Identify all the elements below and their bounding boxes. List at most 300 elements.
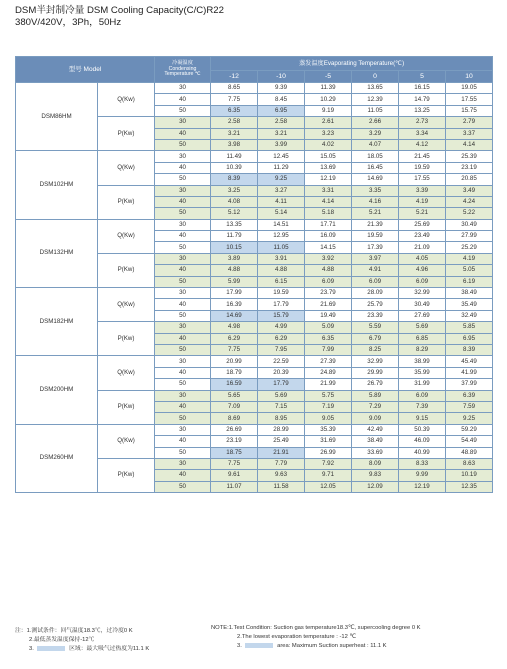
condensing-temp-cell: 50: [155, 310, 211, 321]
value-cell: 35.49: [446, 299, 493, 310]
condensing-temp-cell: 30: [155, 185, 211, 196]
value-cell: 27.99: [446, 231, 493, 242]
value-cell: 8.95: [258, 413, 305, 424]
value-cell: 15.05: [305, 151, 352, 162]
header-condensing-en1: Condensing: [168, 65, 197, 72]
condensing-temp-cell: 40: [155, 196, 211, 207]
value-cell: 25.49: [258, 436, 305, 447]
power-label: P(Kw): [98, 253, 155, 287]
value-cell: 3.29: [352, 128, 399, 139]
note-en-1: NOTE:1.Test Condition: Suction gas temperature18.3℃, supercooling degree 0 K: [211, 625, 421, 631]
value-cell: 17.79: [258, 379, 305, 390]
note-en-3-text: area: Maximum Suction superheat : 11.1 K: [277, 643, 387, 650]
value-cell: 12.09: [352, 481, 399, 492]
page-subtitle: 380V/420V，3Ph，50Hz: [15, 17, 122, 28]
model-name: DSM86HM: [16, 83, 98, 151]
value-cell: 5.22: [446, 208, 493, 219]
value-cell: 4.91: [352, 265, 399, 276]
note-cn-3-num: 3.: [29, 646, 34, 652]
note-cn-3-text: 区域：最大吸气过热度为11.1 K: [69, 646, 150, 652]
model-name: DSM132HM: [16, 219, 98, 287]
condensing-temp-cell: 30: [155, 253, 211, 264]
value-cell: 5.14: [258, 208, 305, 219]
condensing-temp-cell: 50: [155, 481, 211, 492]
value-cell: 6.29: [211, 333, 258, 344]
value-cell: 9.25: [258, 174, 305, 185]
value-cell: 7.75: [211, 94, 258, 105]
value-cell: 17.55: [446, 94, 493, 105]
value-cell: 18.05: [352, 151, 399, 162]
value-cell: 2.79: [446, 117, 493, 128]
value-cell: 7.75: [211, 344, 258, 355]
value-cell: 3.25: [211, 185, 258, 196]
table-row: [16, 288, 493, 299]
value-cell: 4.88: [211, 265, 258, 276]
value-cell: 35.99: [399, 367, 446, 378]
value-cell: 6.09: [399, 390, 446, 401]
value-cell: 59.29: [446, 424, 493, 435]
value-cell: 4.98: [211, 322, 258, 333]
condensing-temp-cell: 40: [155, 470, 211, 481]
value-cell: 7.15: [258, 401, 305, 412]
condensing-temp-cell: 30: [155, 356, 211, 367]
value-cell: 20.39: [258, 367, 305, 378]
value-cell: 2.66: [352, 117, 399, 128]
value-cell: 9.15: [399, 413, 446, 424]
value-cell: 8.29: [399, 344, 446, 355]
value-cell: 46.09: [399, 436, 446, 447]
condensing-temp-cell: 30: [155, 390, 211, 401]
value-cell: 8.33: [399, 458, 446, 469]
value-cell: 25.69: [399, 219, 446, 230]
condensing-temp-cell: 40: [155, 333, 211, 344]
value-cell: 12.19: [399, 481, 446, 492]
capacity-label: Q(Kw): [98, 151, 155, 185]
value-cell: 19.49: [305, 310, 352, 321]
header-evap-temp: 0: [352, 71, 399, 83]
condensing-temp-cell: 30: [155, 151, 211, 162]
value-cell: 14.69: [211, 310, 258, 321]
condensing-temp-cell: 30: [155, 288, 211, 299]
value-cell: 4.12: [399, 139, 446, 150]
value-cell: 12.45: [258, 151, 305, 162]
value-cell: 26.79: [352, 379, 399, 390]
condensing-temp-cell: 50: [155, 447, 211, 458]
power-label: P(Kw): [98, 185, 155, 219]
value-cell: 26.99: [305, 447, 352, 458]
value-cell: 4.19: [446, 253, 493, 264]
value-cell: 11.49: [211, 151, 258, 162]
value-cell: 5.65: [211, 390, 258, 401]
condensing-temp-cell: 30: [155, 219, 211, 230]
power-label: P(Kw): [98, 458, 155, 492]
value-cell: 8.45: [258, 94, 305, 105]
value-cell: 5.18: [305, 208, 352, 219]
value-cell: 21.69: [305, 299, 352, 310]
value-cell: 4.88: [305, 265, 352, 276]
value-cell: 7.95: [258, 344, 305, 355]
model-name: DSM200HM: [16, 356, 98, 424]
value-cell: 3.31: [305, 185, 352, 196]
note-cn-1: 注：1.测试条件：回气温度18.3℃，过冷度0 K: [15, 628, 133, 634]
value-cell: 9.25: [446, 413, 493, 424]
cooling-capacity-table: [15, 56, 493, 493]
value-cell: 6.79: [352, 333, 399, 344]
value-cell: 40.99: [399, 447, 446, 458]
header-condensing-en2: Temperature ℃: [164, 71, 201, 78]
value-cell: 9.71: [305, 470, 352, 481]
value-cell: 42.49: [352, 424, 399, 435]
value-cell: 16.45: [352, 162, 399, 173]
value-cell: 7.75: [211, 458, 258, 469]
header-model: 型号 Model: [16, 57, 155, 83]
value-cell: 9.83: [352, 470, 399, 481]
value-cell: 7.09: [211, 401, 258, 412]
note-en-3-num: 3.: [237, 643, 242, 650]
value-cell: 5.59: [352, 322, 399, 333]
value-cell: 31.69: [305, 436, 352, 447]
value-cell: 5.69: [258, 390, 305, 401]
value-cell: 23.49: [399, 231, 446, 242]
value-cell: 12.95: [258, 231, 305, 242]
header-evap-temp: -12: [211, 71, 258, 83]
value-cell: 32.99: [352, 356, 399, 367]
value-cell: 4.16: [352, 196, 399, 207]
value-cell: 8.25: [352, 344, 399, 355]
value-cell: 8.39: [446, 344, 493, 355]
value-cell: 14.79: [399, 94, 446, 105]
value-cell: 5.05: [446, 265, 493, 276]
value-cell: 21.91: [258, 447, 305, 458]
value-cell: 11.29: [258, 162, 305, 173]
value-cell: 6.95: [446, 333, 493, 344]
value-cell: 12.35: [446, 481, 493, 492]
condensing-temp-cell: 40: [155, 162, 211, 173]
condensing-temp-cell: 50: [155, 139, 211, 150]
value-cell: 8.09: [352, 458, 399, 469]
value-cell: 8.65: [211, 83, 258, 94]
value-cell: 10.39: [211, 162, 258, 173]
value-cell: 16.59: [211, 379, 258, 390]
note-cn-3: [29, 643, 149, 652]
value-cell: 5.75: [305, 390, 352, 401]
value-cell: 27.39: [305, 356, 352, 367]
value-cell: 7.29: [352, 401, 399, 412]
value-cell: 6.19: [446, 276, 493, 287]
value-cell: 4.88: [258, 265, 305, 276]
value-cell: 5.99: [211, 276, 258, 287]
power-label: P(Kw): [98, 117, 155, 151]
value-cell: 6.29: [258, 333, 305, 344]
condensing-temp-cell: 50: [155, 276, 211, 287]
value-cell: 11.58: [258, 481, 305, 492]
value-cell: 3.49: [446, 185, 493, 196]
value-cell: 19.59: [399, 162, 446, 173]
value-cell: 6.35: [305, 333, 352, 344]
value-cell: 6.35: [211, 105, 258, 116]
value-cell: 10.29: [305, 94, 352, 105]
note-cn-2: 2.最低蒸发温度保持-12℃: [29, 637, 95, 643]
value-cell: 19.59: [258, 288, 305, 299]
value-cell: 24.89: [305, 367, 352, 378]
value-cell: 16.39: [211, 299, 258, 310]
value-cell: 25.29: [446, 242, 493, 253]
value-cell: 6.95: [258, 105, 305, 116]
condensing-temp-cell: 30: [155, 424, 211, 435]
condensing-temp-cell: 40: [155, 436, 211, 447]
condensing-temp-cell: 50: [155, 379, 211, 390]
value-cell: 19.59: [352, 231, 399, 242]
value-cell: 3.99: [258, 139, 305, 150]
condensing-temp-cell: 50: [155, 174, 211, 185]
condensing-temp-cell: 30: [155, 117, 211, 128]
power-label: P(Kw): [98, 390, 155, 424]
value-cell: 32.49: [446, 310, 493, 321]
value-cell: 16.15: [399, 83, 446, 94]
value-cell: 6.09: [399, 276, 446, 287]
header-evap-temp: 10: [446, 71, 493, 83]
note-en-2: 2.The lowest evaporation temperature : -12 ℃: [237, 634, 356, 640]
value-cell: 33.69: [352, 447, 399, 458]
value-cell: 4.19: [399, 196, 446, 207]
value-cell: 8.39: [211, 174, 258, 185]
value-cell: 17.79: [258, 299, 305, 310]
value-cell: 17.55: [399, 174, 446, 185]
condensing-temp-cell: 40: [155, 367, 211, 378]
condensing-temp-cell: 40: [155, 265, 211, 276]
value-cell: 37.99: [446, 379, 493, 390]
value-cell: 50.39: [399, 424, 446, 435]
value-cell: 38.49: [446, 288, 493, 299]
header-evap-temp: 5: [399, 71, 446, 83]
value-cell: 12.05: [305, 481, 352, 492]
value-cell: 4.24: [446, 196, 493, 207]
value-cell: 7.39: [399, 401, 446, 412]
value-cell: 7.92: [305, 458, 352, 469]
value-cell: 5.85: [446, 322, 493, 333]
value-cell: 7.59: [446, 401, 493, 412]
value-cell: 35.39: [305, 424, 352, 435]
value-cell: 5.21: [352, 208, 399, 219]
value-cell: 13.25: [399, 105, 446, 116]
value-cell: 6.09: [305, 276, 352, 287]
note-en-3: [237, 643, 387, 649]
value-cell: 12.39: [352, 94, 399, 105]
table-row: [16, 151, 493, 162]
value-cell: 4.07: [352, 139, 399, 150]
condensing-temp-cell: 40: [155, 94, 211, 105]
value-cell: 6.39: [446, 390, 493, 401]
value-cell: 3.23: [305, 128, 352, 139]
condensing-temp-cell: 50: [155, 208, 211, 219]
value-cell: 3.35: [352, 185, 399, 196]
condensing-temp-cell: 40: [155, 299, 211, 310]
value-cell: 31.99: [399, 379, 446, 390]
condensing-temp-cell: 30: [155, 458, 211, 469]
value-cell: 38.99: [399, 356, 446, 367]
condensing-temp-cell: 50: [155, 344, 211, 355]
value-cell: 15.75: [446, 105, 493, 116]
value-cell: 25.79: [352, 299, 399, 310]
value-cell: 23.19: [446, 162, 493, 173]
value-cell: 3.27: [258, 185, 305, 196]
value-cell: 23.39: [352, 310, 399, 321]
value-cell: 8.69: [211, 413, 258, 424]
value-cell: 5.89: [352, 390, 399, 401]
value-cell: 4.08: [211, 196, 258, 207]
value-cell: 4.02: [305, 139, 352, 150]
value-cell: 25.39: [446, 151, 493, 162]
table-row: [16, 219, 493, 230]
value-cell: 9.61: [211, 470, 258, 481]
condensing-temp-cell: 40: [155, 401, 211, 412]
value-cell: 5.09: [305, 322, 352, 333]
header-evaporating: 蒸发温度Evaporating Temperature(℃): [211, 57, 493, 71]
value-cell: 3.34: [399, 128, 446, 139]
value-cell: 9.19: [305, 105, 352, 116]
value-cell: 13.69: [305, 162, 352, 173]
value-cell: 2.58: [258, 117, 305, 128]
value-cell: 6.15: [258, 276, 305, 287]
value-cell: 4.05: [399, 253, 446, 264]
value-cell: 3.39: [399, 185, 446, 196]
value-cell: 28.09: [352, 288, 399, 299]
capacity-label: Q(Kw): [98, 83, 155, 117]
condensing-temp-cell: 50: [155, 413, 211, 424]
value-cell: 20.85: [446, 174, 493, 185]
value-cell: 21.99: [305, 379, 352, 390]
model-name: DSM102HM: [16, 151, 98, 219]
capacity-label: Q(Kw): [98, 424, 155, 458]
value-cell: 16.09: [305, 231, 352, 242]
value-cell: 17.99: [211, 288, 258, 299]
value-cell: 9.05: [305, 413, 352, 424]
header-condensing-cn: 冷凝温度: [172, 60, 193, 67]
value-cell: 28.99: [258, 424, 305, 435]
value-cell: 4.14: [446, 139, 493, 150]
value-cell: 11.79: [211, 231, 258, 242]
value-cell: 21.09: [399, 242, 446, 253]
value-cell: 3.98: [211, 139, 258, 150]
value-cell: 4.11: [258, 196, 305, 207]
header-evap-temp: -10: [258, 71, 305, 83]
value-cell: 23.19: [211, 436, 258, 447]
value-cell: 10.15: [211, 242, 258, 253]
value-cell: 11.39: [305, 83, 352, 94]
value-cell: 7.99: [305, 344, 352, 355]
value-cell: 21.45: [399, 151, 446, 162]
page-title: DSM半封制冷量 DSM Cooling Capacity(C/C)R22: [15, 5, 224, 16]
value-cell: 9.09: [352, 413, 399, 424]
model-name: DSM260HM: [16, 424, 98, 492]
value-cell: 2.58: [211, 117, 258, 128]
value-cell: 3.97: [352, 253, 399, 264]
table-row: [16, 424, 493, 435]
value-cell: 2.73: [399, 117, 446, 128]
value-cell: 17.39: [352, 242, 399, 253]
value-cell: 3.37: [446, 128, 493, 139]
value-cell: 2.61: [305, 117, 352, 128]
value-cell: 9.63: [258, 470, 305, 481]
value-cell: 9.99: [399, 470, 446, 481]
value-cell: 3.89: [211, 253, 258, 264]
value-cell: 3.21: [211, 128, 258, 139]
value-cell: 14.69: [352, 174, 399, 185]
table-row: [16, 83, 493, 94]
value-cell: 54.49: [446, 436, 493, 447]
condensing-temp-cell: 40: [155, 128, 211, 139]
value-cell: 11.07: [211, 481, 258, 492]
value-cell: 9.39: [258, 83, 305, 94]
value-cell: 32.99: [399, 288, 446, 299]
capacity-label: Q(Kw): [98, 219, 155, 253]
value-cell: 12.19: [305, 174, 352, 185]
highlight-swatch-cn: [37, 646, 65, 651]
value-cell: 26.69: [211, 424, 258, 435]
value-cell: 3.91: [258, 253, 305, 264]
value-cell: 19.05: [446, 83, 493, 94]
power-label: P(Kw): [98, 322, 155, 356]
value-cell: 48.89: [446, 447, 493, 458]
value-cell: 11.05: [352, 105, 399, 116]
table-row: [16, 356, 493, 367]
value-cell: 8.63: [446, 458, 493, 469]
value-cell: 41.99: [446, 367, 493, 378]
value-cell: 27.69: [399, 310, 446, 321]
value-cell: 5.69: [399, 322, 446, 333]
value-cell: 11.05: [258, 242, 305, 253]
value-cell: 3.92: [305, 253, 352, 264]
capacity-label: Q(Kw): [98, 356, 155, 390]
value-cell: 7.79: [258, 458, 305, 469]
value-cell: 4.14: [305, 196, 352, 207]
value-cell: 30.49: [399, 299, 446, 310]
capacity-label: Q(Kw): [98, 288, 155, 322]
value-cell: 10.19: [446, 470, 493, 481]
value-cell: 29.99: [352, 367, 399, 378]
value-cell: 20.99: [211, 356, 258, 367]
value-cell: 15.79: [258, 310, 305, 321]
notes: [15, 625, 495, 652]
value-cell: 17.71: [305, 219, 352, 230]
value-cell: 13.65: [352, 83, 399, 94]
value-cell: 3.21: [258, 128, 305, 139]
value-cell: 45.49: [446, 356, 493, 367]
condensing-temp-cell: 30: [155, 83, 211, 94]
value-cell: 22.59: [258, 356, 305, 367]
header-condensing: [155, 57, 211, 83]
value-cell: 14.51: [258, 219, 305, 230]
value-cell: 5.12: [211, 208, 258, 219]
value-cell: 18.79: [211, 367, 258, 378]
value-cell: 30.49: [446, 219, 493, 230]
value-cell: 7.19: [305, 401, 352, 412]
condensing-temp-cell: 50: [155, 105, 211, 116]
value-cell: 6.09: [352, 276, 399, 287]
value-cell: 38.49: [352, 436, 399, 447]
condensing-temp-cell: 30: [155, 322, 211, 333]
value-cell: 21.39: [352, 219, 399, 230]
value-cell: 6.85: [399, 333, 446, 344]
value-cell: 18.75: [211, 447, 258, 458]
value-cell: 14.15: [305, 242, 352, 253]
value-cell: 23.79: [305, 288, 352, 299]
value-cell: 4.96: [399, 265, 446, 276]
condensing-temp-cell: 50: [155, 242, 211, 253]
condensing-temp-cell: 40: [155, 231, 211, 242]
highlight-swatch-en: [245, 643, 273, 648]
value-cell: 13.35: [211, 219, 258, 230]
